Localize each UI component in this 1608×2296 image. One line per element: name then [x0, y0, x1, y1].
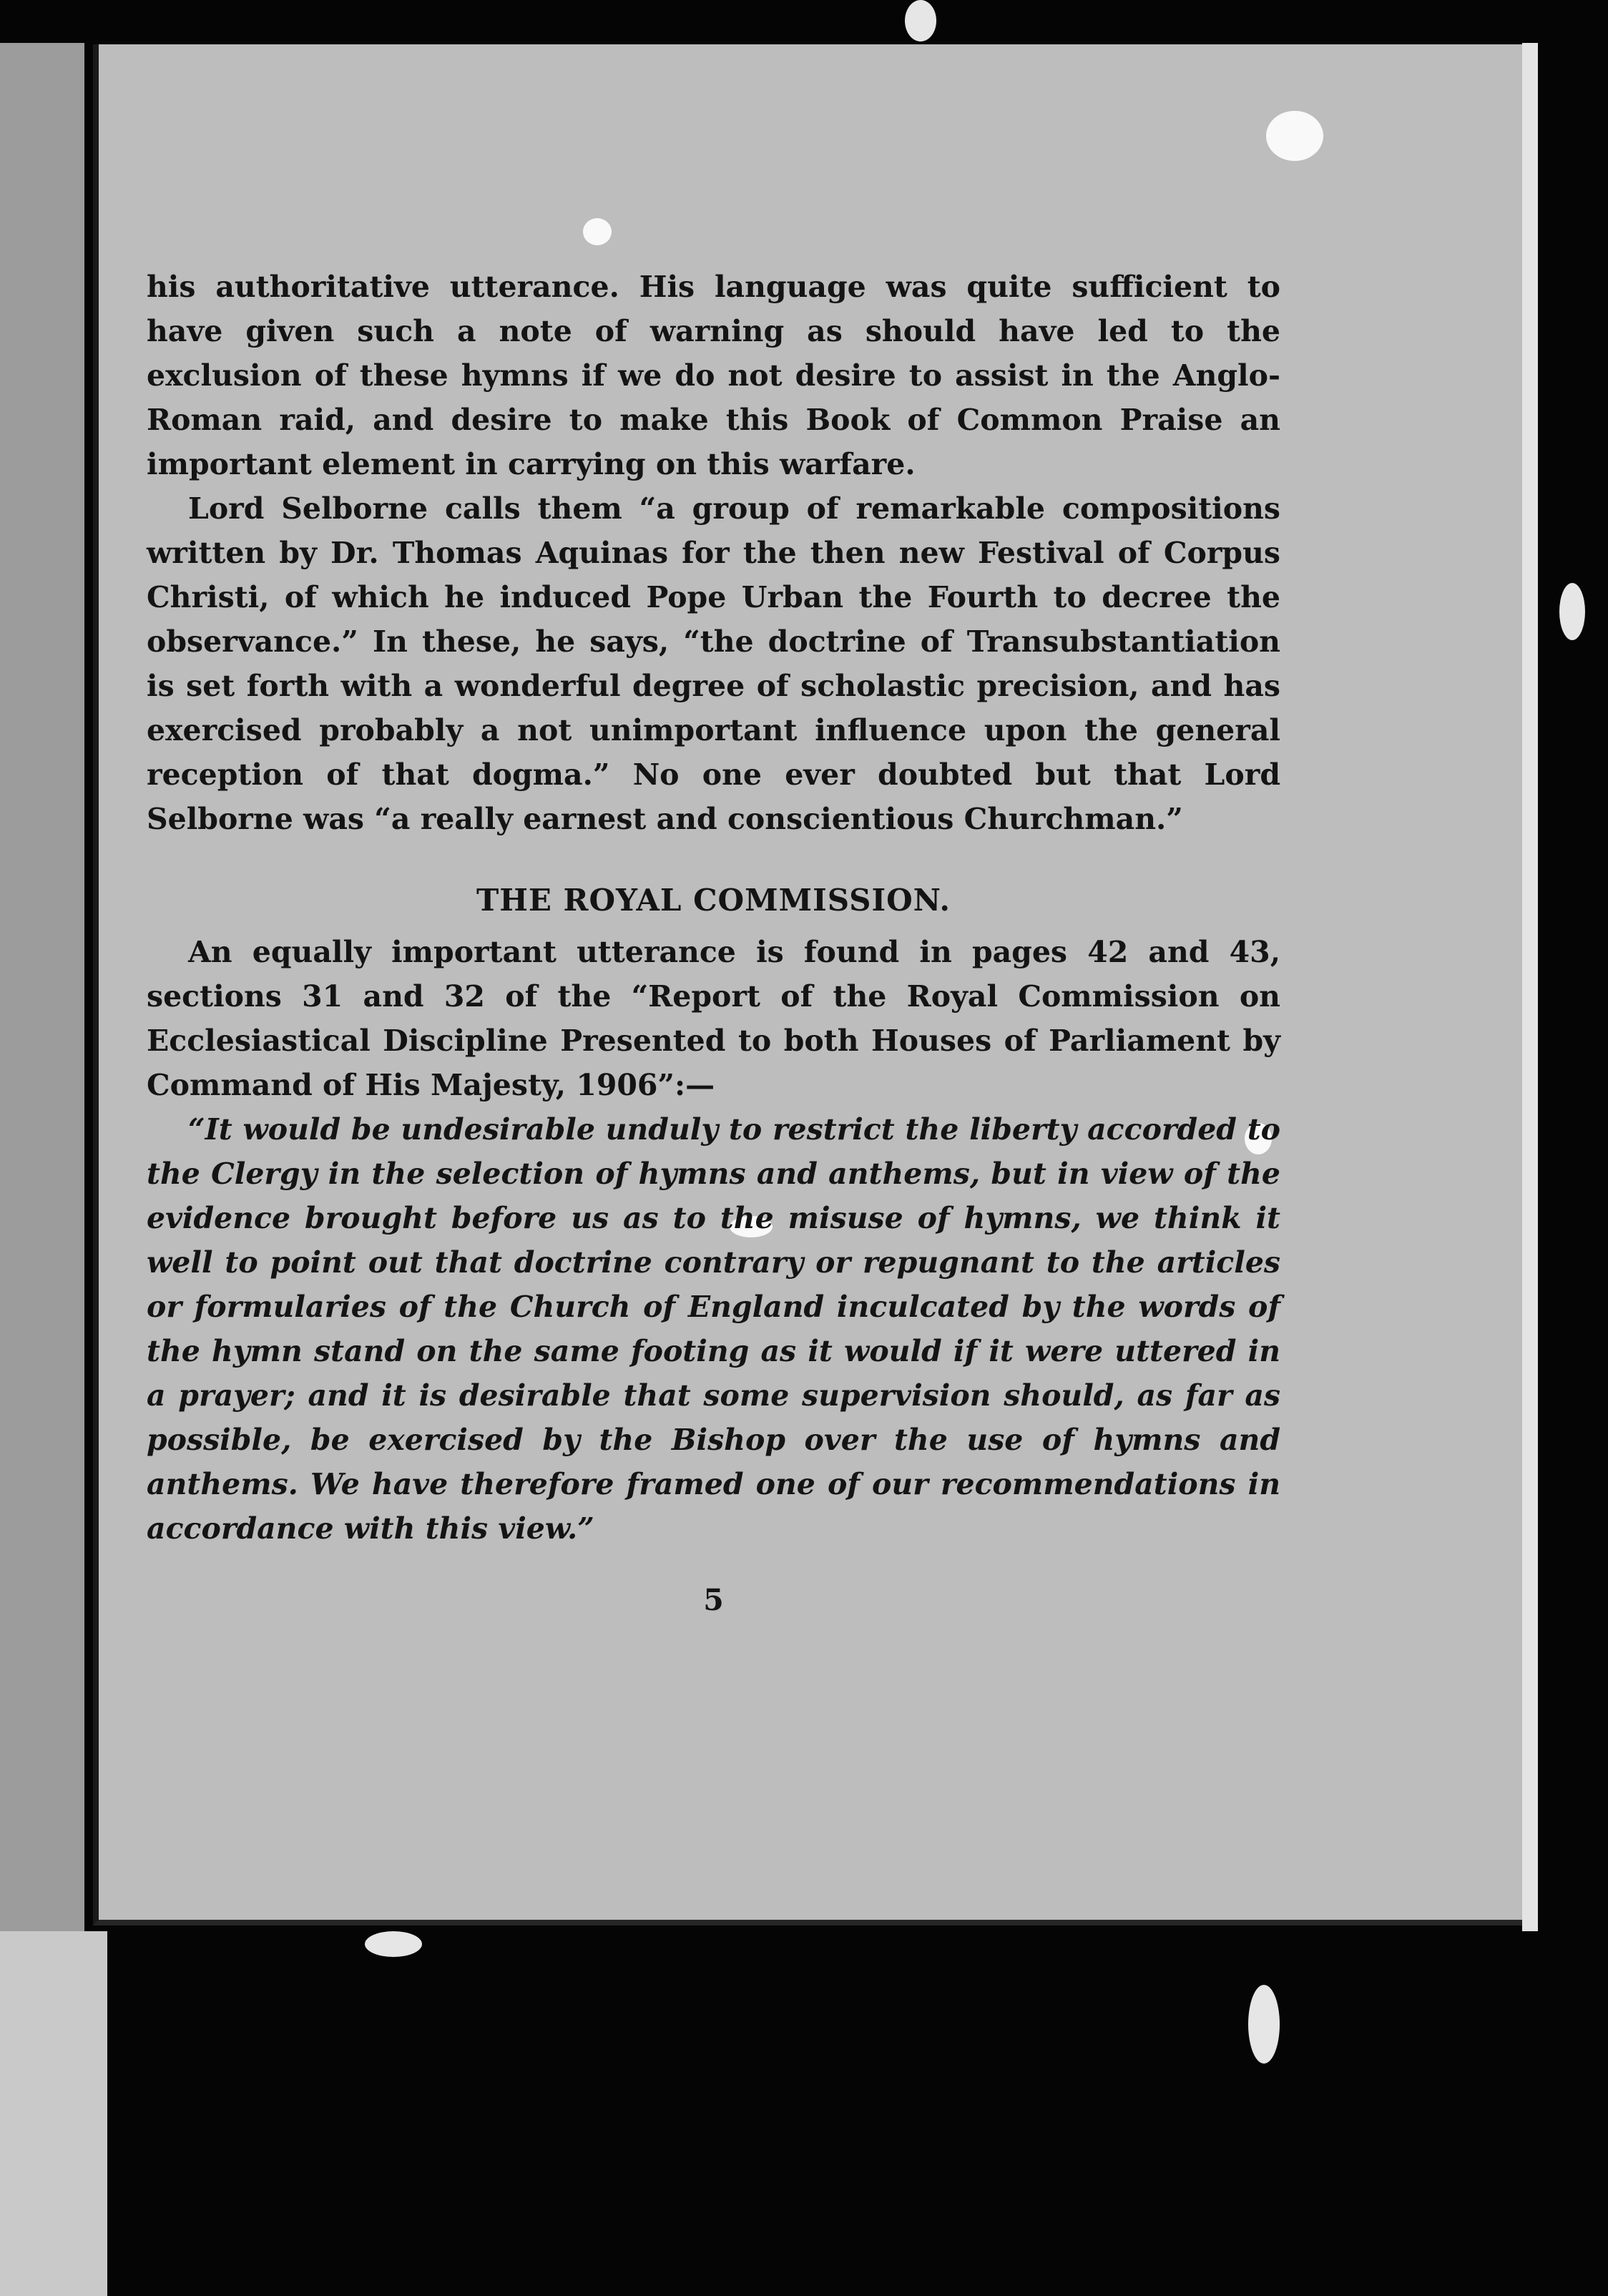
body-paragraph: his authoritative utterance. His language was quite sufficient to have given such a note of warning as should have led to the exclusion of these hymns if we do not desire to assist in the Anglo-Roman raid, and desire to make this Book of Common Praise an important element in carrying on this warfare. [147, 270, 1280, 481]
section-heading: THE ROYAL COMMISSION. [476, 883, 951, 918]
body-paragraph: Lord Selborne calls them “a group of remarkable compositions written by Dr. Thomas Aquinas for the then new Festival of Corpus Christi, of which he induced Pope Urban the Fourth to decree the observance.” In these, he says, “the doctrine of Transubstantiation is set forth with a wonderful degree of scholastic precision, and has exercised probably a not unimportant influence upon the general reception of that dogma.” No one ever doubted but that Lord Selborne was “a really earnest and conscientious Churchman.” [147, 491, 1280, 836]
scan-blemish [1559, 583, 1585, 640]
page-number: 5 [703, 1583, 724, 1617]
scan-blemish [905, 0, 936, 41]
scan-blemish [1266, 111, 1323, 161]
scan-blemish [365, 1931, 422, 1957]
facing-page-edge [0, 43, 84, 1938]
body-paragraph: An equally important utterance is found in pages 42 and 43, sections 31 and 32 of the “Report of the Royal Commission on Ecclesiastical Discipline Presented to both Houses of Parliament by Command of His Majesty, 1906”:— [147, 935, 1280, 1102]
quotation: “It would be undesirable unduly to restrict the liberty accorded to the Clergy in the selection of hymns and anthems, but in view of the evidence brought before us as to the misuse of hymns, we think it well to point out that doctrine contrary or repugnant to the articles or formularies of the Church of England inculcated by the words of the hymn stand on the same footing as it would if it were uttered in a prayer; and it is desirable that some supervision should, as far as possible, be exercised by the Bishop over the use of hymns and anthems. We have therefore framed one of our recommendations in accordance with this view.” [147, 1112, 1280, 1546]
scan-blemish [1248, 1985, 1280, 2064]
scan-margin [0, 1931, 107, 2296]
page-content [147, 265, 1280, 1622]
page-edge [1522, 43, 1538, 1931]
scan-blemish [583, 218, 612, 245]
